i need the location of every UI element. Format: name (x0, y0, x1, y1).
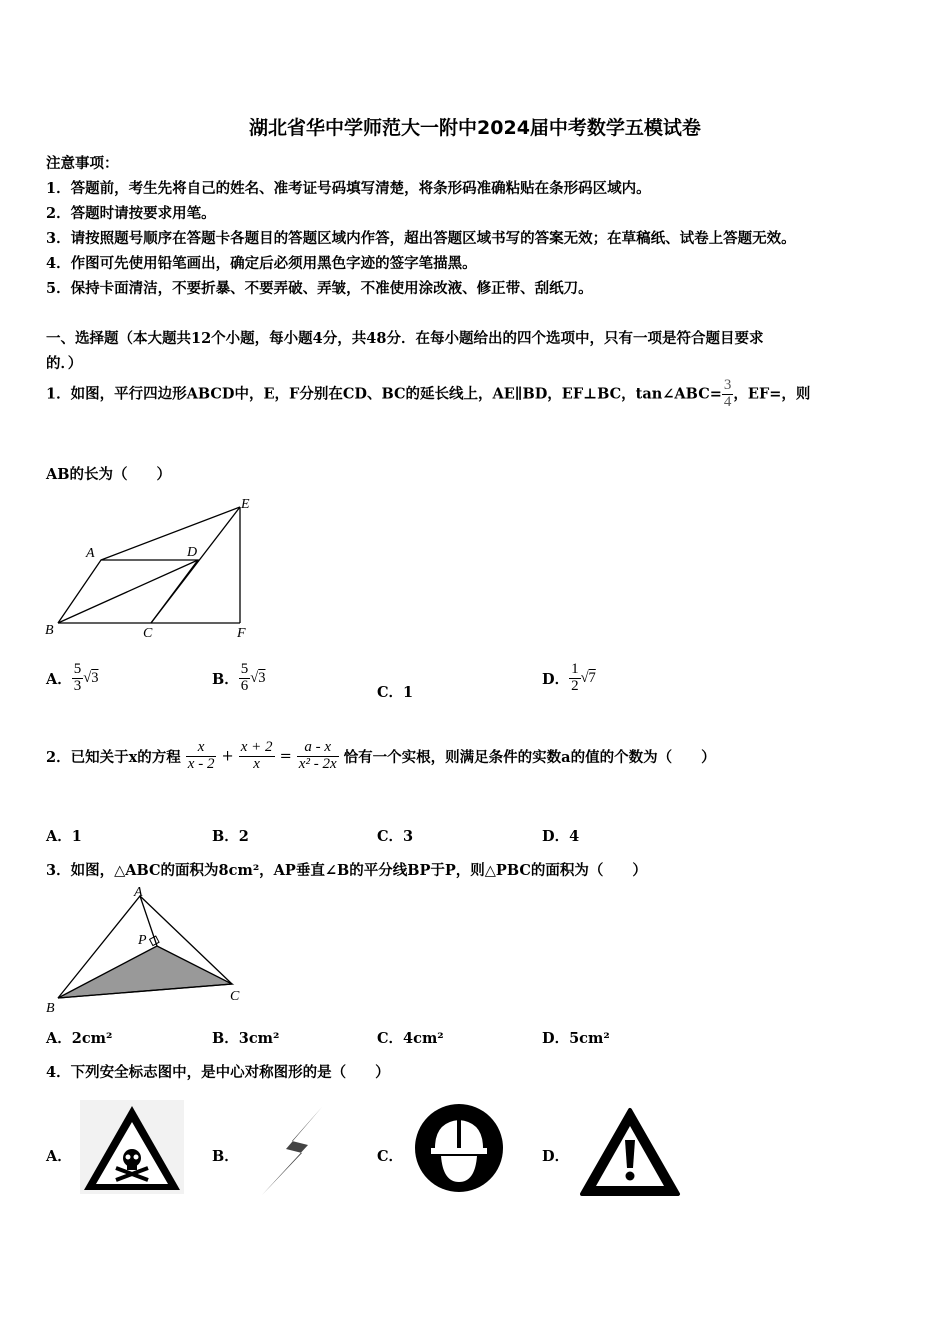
q1-option-d-label: D． (542, 670, 570, 688)
q2-option-c[interactable]: C．3 (377, 828, 414, 845)
q2-option-a[interactable]: A．1 (46, 828, 82, 845)
section-heading-line1: 一、选择题（本大题共12个小题，每小题4分，共48分．在每小题给出的四个选项中，只有一项是符合题目要求 (46, 330, 764, 347)
q1-text-a: 1．如图，平行四边形ABCD中，E，F分别在CD、BC的延长线上，AE∥BD，EF⊥BC，tan∠ABC= (46, 385, 722, 403)
q3-option-b[interactable]: B．3cm² (212, 1030, 280, 1047)
q2-text-a: 2．已知关于x的方程 (46, 748, 181, 766)
q1-stem (46, 378, 810, 411)
triangle-pbc (58, 946, 232, 998)
label-p: P (138, 933, 147, 948)
notice-item-2: 2．答题时请按要求用笔。 (46, 205, 216, 222)
q4-option-a[interactable]: A． (46, 1148, 72, 1165)
q1-option-c-value: 1 (403, 684, 414, 701)
q1-d-rad: 7 (588, 669, 596, 686)
label-c: C (230, 989, 240, 1004)
q1-option-b-label: B． (212, 670, 239, 688)
label-f: F (237, 626, 246, 641)
q4-option-b[interactable]: B． (212, 1148, 239, 1165)
q2-option-d[interactable]: D．4 (542, 828, 580, 845)
q2-frac2-den: x (253, 755, 260, 772)
hard-hat-sign-icon (413, 1102, 505, 1194)
q1-option-b[interactable]: B． $\frac{5}{6}$ √3 (212, 661, 266, 694)
label-b: B (45, 623, 54, 638)
q3-option-c[interactable]: C．4cm² (377, 1030, 444, 1047)
q1-parallelogram-figure (40, 492, 260, 642)
toxic-warning-sign-icon (80, 1100, 184, 1194)
q1-frac-den: 4 (723, 393, 732, 410)
q2-frac3-den: x² - 2x (298, 755, 337, 772)
label-b: B (46, 1001, 55, 1016)
q3-option-d[interactable]: D．5cm² (542, 1030, 610, 1047)
label-c: C (143, 626, 153, 641)
q3-triangle-figure (40, 884, 260, 1019)
exclamation-warning-sign-icon (578, 1106, 682, 1198)
q1-option-c[interactable] (377, 681, 413, 702)
q2-equals: = (279, 748, 292, 765)
q1-option-c-label: C． (377, 684, 404, 701)
q1-stem-line2: AB的长为（ ） (46, 466, 172, 483)
q1-option-a-label: A． (46, 670, 72, 688)
q2-stem (46, 740, 716, 773)
q1-option-d[interactable]: D． $\frac{1}{2}$ √7 (542, 661, 596, 694)
notice-item-5: 5．保持卡面清洁，不要折暴、不要弄破、弄皱，不准使用涂改液、修正带、刮纸刀。 (46, 280, 593, 297)
notice-item-3: 3．请按照题号顺序在答题卡各题目的答题区域内作答，超出答题区域书写的答案无效；在草稿纸、试卷上答题无效。 (46, 230, 796, 247)
notice-item-1: 1．答题前，考生先将自己的姓名、准考证号码填写清楚，将条形码准确粘贴在条形码区域内。 (46, 180, 651, 197)
q1-b-num: 5 (240, 661, 249, 677)
q2-frac1-den: x - 2 (187, 755, 215, 772)
q1-frac-num: 3 (723, 377, 732, 393)
q4-stem: 4．下列安全标志图中，是中心对称图形的是（ ） (46, 1064, 390, 1081)
label-a: A (134, 885, 143, 900)
notice-item-4: 4．作图可先使用铅笔画出，确定后必须用黑色字迹的签字笔描黑。 (46, 255, 477, 272)
section-heading-line2: 的．） (46, 355, 83, 372)
q1-option-a[interactable]: A． $\frac{5}{3}$ √3 (46, 661, 99, 694)
q2-text-b: 恰有一个实根，则满足条件的实数a的值的个数为（ ） (343, 748, 716, 766)
q1-a-den: 3 (73, 677, 82, 694)
q3-stem: 3．如图，△ABC的面积为8cm²，AP垂直∠B的平分线BP于P，则△PBC的面积为（ ） (46, 862, 647, 879)
q1-a-rad: 3 (91, 669, 99, 686)
label-e: E (241, 497, 250, 512)
q1-text-b: ，EF=，则 (733, 385, 811, 403)
q1-d-den: 2 (571, 677, 579, 694)
notice-heading: 注意事项： (46, 155, 119, 172)
q3-option-a[interactable]: A．2cm² (46, 1030, 113, 1047)
label-d: D (187, 545, 198, 560)
q2-frac2-num: x + 2 (240, 739, 273, 755)
q1-a-num: 5 (73, 661, 82, 677)
q1-d-num: 1 (571, 661, 579, 677)
lightning-bolt-icon (258, 1105, 324, 1197)
q2-plus: + (221, 748, 234, 765)
q1-b-den: 6 (240, 677, 249, 694)
q4-option-d[interactable]: D． (542, 1148, 570, 1165)
q2-frac1-num: x (186, 740, 217, 757)
q1-b-rad: 3 (258, 669, 266, 686)
label-a: A (86, 546, 95, 561)
page-title: 湖北省华中学师范大一附中2024届中考数学五模试卷 (249, 117, 701, 139)
q4-option-c[interactable]: C． (377, 1148, 404, 1165)
q2-frac3-num: a - x (297, 740, 339, 757)
q2-option-b[interactable]: B．2 (212, 828, 249, 845)
